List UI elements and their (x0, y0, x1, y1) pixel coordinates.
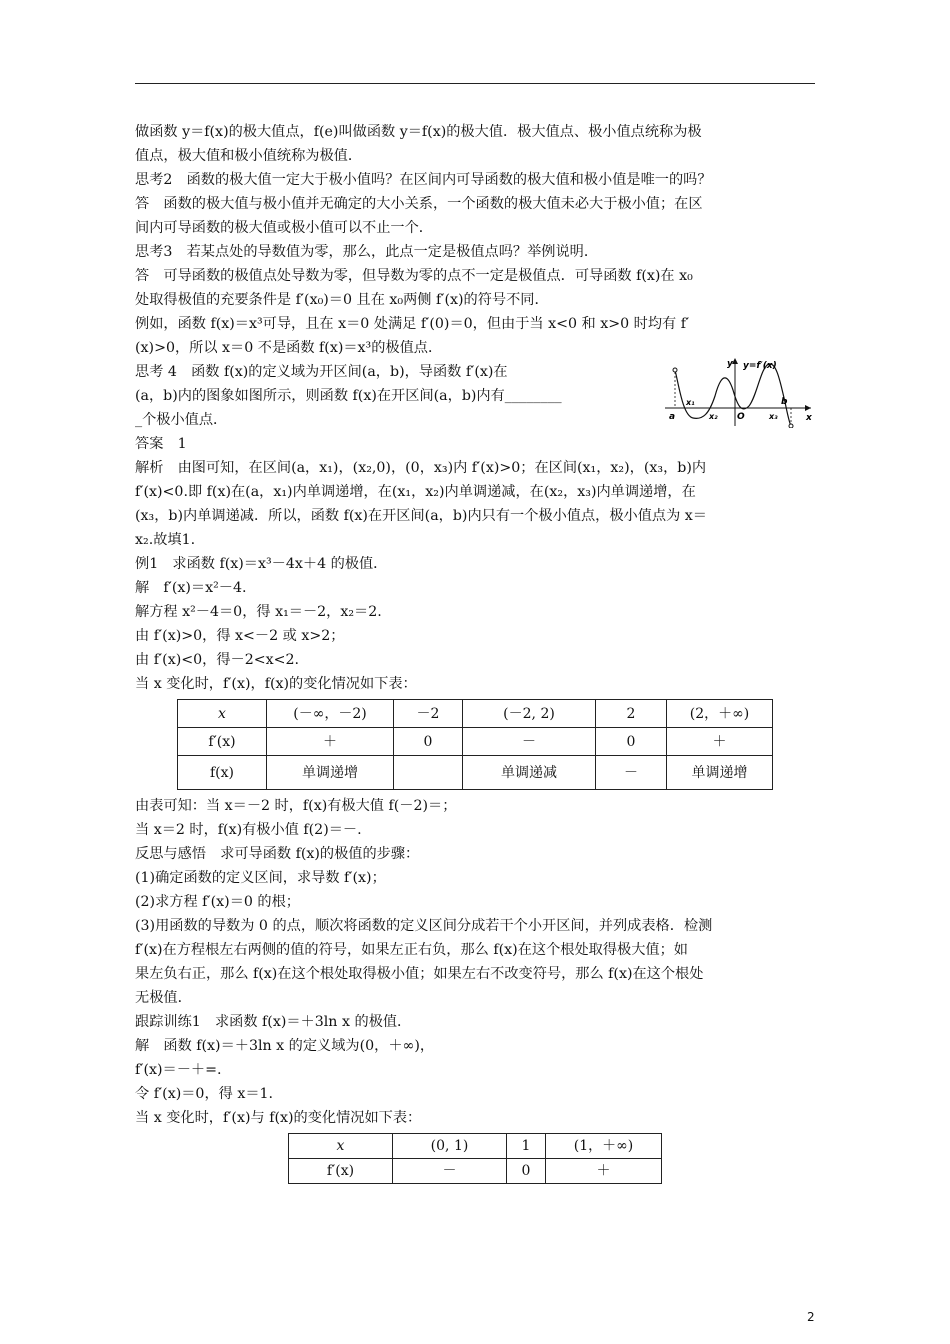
text-line: f′(x)＝－＋=. (135, 1062, 222, 1078)
table-cell: f(x) (178, 756, 267, 790)
table-cell: (－∞，－2) (267, 700, 394, 728)
answer-line: 答案 1 (135, 436, 187, 452)
text-line: f′(x)在方程根左右两侧的值的符号，如果左正右负，那么 f(x)在这个根处取得极大值；如 (135, 942, 688, 958)
text-line: 处取得极值的充要条件是 f′(x₀)＝0 且在 x₀两侧 f′(x)的符号不同． (135, 292, 549, 308)
think3-question: 思考3 若某点处的导数值为零，那么，此点一定是极值点吗？举例说明． (135, 244, 599, 260)
y-label: y (727, 359, 733, 369)
example-text: 例如，函数 f(x)＝x³可导，且在 x＝0 处满足 f′(0)＝0，但由于当 x<0 和 x>0 时均有 f′ (135, 316, 690, 332)
think3-answer: 答 可导函数的极值点处导数为零，但导数为零的点不一定是极值点．可导函数 f(x)在 x₀ (135, 268, 693, 284)
table-cell: 单调递增 (267, 756, 394, 790)
think2-answer: 答 函数的极大值与极小值并无确定的大小关系，一个函数的极大值未必大于极小值；在区 (135, 196, 703, 212)
document-body (135, 120, 815, 1184)
text-line: 无极值． (135, 990, 192, 1006)
table-row (289, 1134, 662, 1159)
table-cell: 单调递增 (667, 756, 773, 790)
table-cell: 0 (394, 728, 463, 756)
table-cell: －2 (394, 700, 463, 728)
origin-label: O (737, 412, 745, 422)
table-cell (394, 756, 463, 790)
y-axis-arrow (732, 358, 738, 364)
x-label: x (806, 413, 812, 423)
table-cell: f′(x) (178, 728, 267, 756)
text-line: 解 函数 f(x)＝＋3ln x 的定义域为(0，＋∞)， (135, 1038, 435, 1054)
text-line: 令 f′(x)＝0，得 x＝1. (135, 1086, 274, 1102)
derivative-graph (665, 356, 815, 428)
endpoint-a-circle (673, 368, 677, 372)
table-cell: － (393, 1159, 507, 1184)
table-cell: 1 (507, 1134, 546, 1159)
text-line: (x₃，b)内单调递减．所以，函数 f(x)在开区间(a，b)内只有一个极小值点，极小值点为 x＝ (135, 508, 707, 524)
text-line: 由 f′(x)<0，得－2<x<2. (135, 652, 300, 668)
table-row (178, 728, 773, 756)
text-line: 果左负右正，那么 f(x)在这个根处取得极小值；如果左右不改变符号，那么 f(x)在这个根处 (135, 966, 704, 982)
header-rule (135, 83, 815, 84)
think2-question: 思考2 函数的极大值一定大于极小值吗？在区间内可导函数的极大值和极小值是唯一的吗？ (135, 172, 712, 188)
step-2: (2)求方程 f′(x)＝0 的根； (135, 894, 300, 910)
table-cell: x (289, 1134, 393, 1159)
table-cell: (2，＋∞) (667, 700, 773, 728)
text-line: 当 x＝2 时，f(x)有极小值 f(2)＝－. (135, 822, 362, 838)
text-line: (x)>0，所以 x＝0 不是函数 f(x)＝x³的极值点． (135, 340, 443, 356)
think4-block (135, 360, 815, 432)
table-row (178, 700, 773, 728)
table-cell: － (463, 728, 596, 756)
step-3: (3)用函数的导数为 0 的点，顺次将函数的定义区间分成若干个小开区间，并列成表格．检测 (135, 918, 713, 934)
x1-label: x₁ (686, 398, 695, 407)
text-line: 间内可导函数的极大值或极小值可以不止一个． (135, 220, 433, 236)
variation-table-2 (288, 1133, 662, 1184)
text-line: 由 f′(x)>0，得 x<－2 或 x>2； (135, 628, 345, 644)
x3-label: x₃ (769, 412, 778, 421)
training1-title: 跟踪训练1 求函数 f(x)＝＋3ln x 的极值． (135, 1014, 412, 1030)
graph-title: y=f′(x) (743, 361, 777, 371)
text-line: 做函数 y＝f(x)的极大值点，f(e)叫做函数 y＝f(x)的极大值．极大值点、极小值点统称为极 (135, 124, 702, 140)
table-cell: ＋ (267, 728, 394, 756)
analysis-line: 解析 由图可知，在区间(a，x₁)，(x₂,0)，(0，x₃)内 f′(x)>0；在区间(x₁，x₂)，(x₃，b)内 (135, 460, 707, 476)
text-line: x₂.故填1. (135, 532, 196, 548)
table-cell: f′(x) (289, 1159, 393, 1184)
text-line: 由表可知：当 x＝－2 时，f(x)有极大值 f(－2)＝； (135, 798, 457, 814)
table-cell: 单调递减 (463, 756, 596, 790)
x2-label: x₂ (709, 412, 718, 421)
table-cell: ＋ (667, 728, 773, 756)
table-cell: (0, 1) (393, 1134, 507, 1159)
step-1: (1)确定函数的定义区间，求导数 f′(x)； (135, 870, 386, 886)
table-cell: (－2, 2) (463, 700, 596, 728)
b-label: b (781, 397, 788, 407)
x-axis-arrow (805, 405, 811, 411)
text-line: 当 x 变化时，f′(x)与 f(x)的变化情况如下表： (135, 1110, 422, 1126)
table-cell: － (596, 756, 667, 790)
variation-table-1 (177, 699, 773, 790)
example1-title: 例1 求函数 f(x)＝x³－4x＋4 的极值． (135, 556, 388, 572)
text-line: _个极小值点． (135, 412, 228, 428)
endpoint-b-circle (789, 424, 793, 428)
a-label: a (669, 412, 676, 422)
text-line: 当 x 变化时，f′(x)，f(x)的变化情况如下表： (135, 676, 417, 692)
page-number: 2 (807, 1310, 815, 1324)
table-cell: 2 (596, 700, 667, 728)
table-cell: 0 (507, 1159, 546, 1184)
table-cell: (1，＋∞) (546, 1134, 662, 1159)
table-row (178, 756, 773, 790)
text-line: (a，b)内的图象如图所示，则函数 f(x)在开区间(a，b)内有________ (135, 388, 562, 404)
reflection-title: 反思与感悟 求可导函数 f(x)的极值的步骤： (135, 846, 420, 862)
text-line: 值点，极大值和极小值统称为极值． (135, 148, 363, 164)
table-cell: ＋ (546, 1159, 662, 1184)
text-line: f′(x)<0.即 f(x)在(a，x₁)内单调递增，在(x₁，x₂)内单调递减，在(x₂，x₃)内单调递增，在 (135, 484, 696, 500)
table-cell: 0 (596, 728, 667, 756)
table-cell: x (178, 700, 267, 728)
text-line: 解 f′(x)＝x²－4. (135, 580, 247, 596)
table-row (289, 1159, 662, 1184)
text-line: 解方程 x²－4＝0，得 x₁＝－2，x₂＝2. (135, 604, 382, 620)
think4-question: 思考 4 函数 f(x)的定义域为开区间(a，b)，导函数 f′(x)在 (135, 364, 508, 380)
